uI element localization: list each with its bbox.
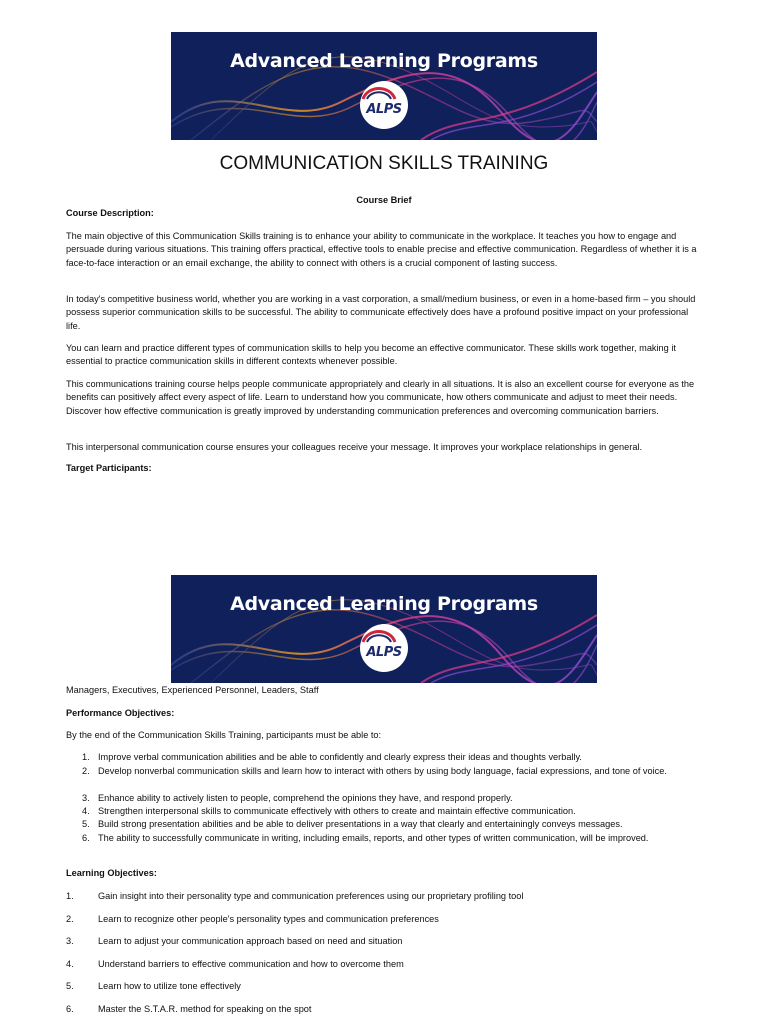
alps-logo: [360, 81, 408, 129]
target-participants-text: Managers, Executives, Experienced Personnel, Leaders, Staff: [66, 685, 319, 695]
performance-item: 4. Strengthen interpersonal skills to communicate effectively with others to create and maintain effective communication.: [82, 806, 576, 816]
learning-item: 6. Master the S.T.A.R. method for speaking on the spot: [66, 1004, 312, 1014]
learning-item: 2. Learn to recognize other people's personality types and communication preferences: [66, 914, 439, 924]
learning-item: 1. Gain insight into their personality type and communication preferences using our proprietary profiling tool: [66, 891, 524, 901]
performance-item: 2. Develop nonverbal communication skills and learn how to interact with others by using body language, facial expressions, and tone of voice.: [82, 766, 667, 776]
paragraph-2: In today's competitive business world, whether you are working in a vast corporation, a small/medium business, or even in a home-based firm – you should possess superior communication skills to be successful. The ability to communicate effectively does have a profound positive impact on your professional life.: [66, 294, 696, 331]
banner-title: Advanced Learning Programs: [230, 593, 538, 615]
banner-title: Advanced Learning Programs: [230, 50, 538, 72]
logo-text: ALPS: [366, 102, 402, 117]
logo-text: ALPS: [366, 645, 402, 660]
alps-logo: [360, 624, 408, 672]
logo-arc-icon: [360, 624, 398, 644]
banner-top: [171, 32, 597, 140]
course-description-heading: Course Description:: [66, 208, 154, 218]
learning-item: 5. Learn how to utilize tone effectively: [66, 981, 241, 991]
learning-item: 4. Understand barriers to effective communication and how to overcome them: [66, 959, 404, 969]
paragraph-3: You can learn and practice different types of communication skills to help you become an effective communicator. These skills work together, making it essential to practice communication skills in different contexts whenever possible.: [66, 343, 676, 367]
performance-item: 6. The ability to successfully communicate in writing, including emails, reports, and other types of written communication, will be improved.: [82, 833, 649, 843]
learning-item: 3. Learn to adjust your communication approach based on need and situation: [66, 936, 403, 946]
paragraph-5: This interpersonal communication course ensures your colleagues receive your message. It improves your workplace relationships in general.: [66, 442, 643, 452]
page-title: COMMUNICATION SKILLS TRAINING: [219, 153, 549, 174]
learning-objectives-heading: Learning Objectives:: [66, 868, 157, 878]
paragraph-4: This communications training course helps people communicate appropriately and clearly in all situations. It is also an excellent course for everyone as the benefits can positively affect every aspect of life. Learn to understand how you communicate, how others communicate and adjust to meet their needs. Discover how effective communication is greatly improved by understanding communication preferences and overcoming communication barriers.: [66, 379, 695, 416]
logo-arc-icon: [360, 81, 398, 101]
course-brief-heading: Course Brief: [356, 195, 412, 205]
performance-intro: By the end of the Communication Skills Training, participants must be able to:: [66, 730, 382, 740]
banner-middle: [171, 575, 597, 683]
performance-item: 5. Build strong presentation abilities and be able to deliver presentations in a way that clearly and entertainingly conveys messages.: [82, 819, 623, 829]
performance-item: 1. Improve verbal communication abilities and be able to confidently and clearly express their ideas and thoughts verbally.: [82, 752, 582, 762]
target-participants-heading: Target Participants:: [66, 463, 152, 473]
performance-item: 3. Enhance ability to actively listen to people, comprehend the opinions they have, and respond properly.: [82, 793, 513, 803]
performance-objectives-heading: Performance Objectives:: [66, 708, 175, 718]
paragraph-1: The main objective of this Communication Skills training is to enhance your ability to communicate in the workplace. It teaches you how to engage and persuade during various situations. This training offers practical, effective tools to enable precise and effective communication. Regardless of whether it is a face-to-face interaction or an email exchange, the ability to connect with others is a crucial component of lasting success.: [66, 231, 697, 268]
